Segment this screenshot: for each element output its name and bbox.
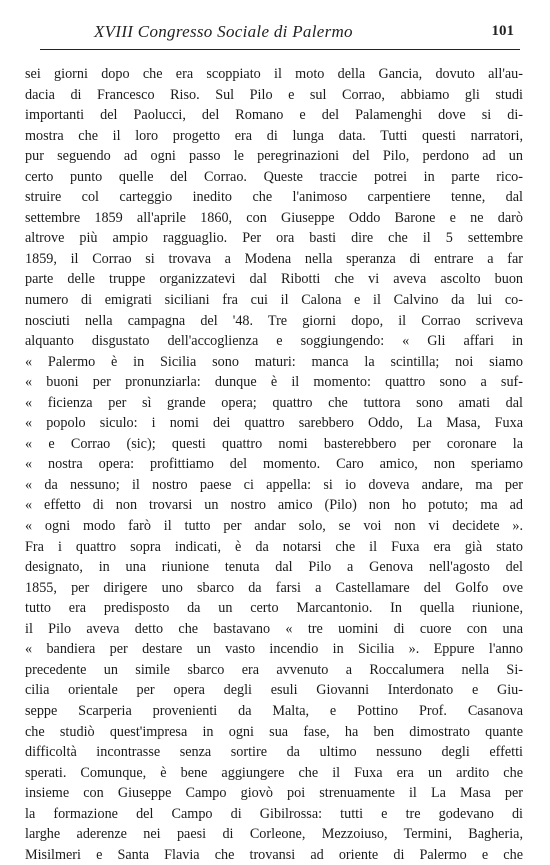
text-line: il Pilo aveva detto che bastavano « tre uomini di cuore con una (25, 620, 523, 637)
text-line: la formazione del Campo di Gibilrossa: tutti e tre godevano di (25, 805, 523, 822)
text-line: pur seguendo ad ogni passo le peregrinazioni del Pilo, perdono ad un (25, 148, 523, 165)
text-line: altrove più ampio ragguaglio. Per ora basti dire che il 5 settembre (25, 230, 523, 247)
text-line: Misilmeri e Santa Flavia che trovansi ad oriente di Palermo e che (25, 846, 523, 863)
text-line: numero di emigrati siciliani fra cui il Calona e il Calvino da lui co- (25, 292, 523, 309)
text-line: « nostra opera: profittiamo del momento. Caro amico, non speriamo (25, 456, 523, 473)
text-line: « ogni modo farò il tutto per andar solo, se voi non vi decidete ». (25, 518, 523, 535)
text-line: dacia di Francesco Riso. Sul Pilo e sul Corrao, abbiamo gli studi (25, 86, 523, 103)
text-line: struire col carteggio inedito che l'animoso carpentiere tenne, dal (25, 189, 523, 206)
text-line: 1855, per dirigere uno sbarco da farsi a Castellamare del Golfo ove (25, 579, 523, 596)
text-line: parte delle truppe organizzatevi dal Ribotti che vi aveva ascolto buon (25, 271, 523, 288)
text-line: larghe aderenze nei paesi di Corleone, Mezzoiuso, Termini, Bagheria, (25, 826, 523, 843)
text-line: mostra che il loro progetto era di lunga data. Tutti questi narratori, (25, 127, 523, 144)
text-line: Fra i quattro sopra indicati, è da notarsi che il Fuxa era già stato (25, 538, 523, 555)
running-head: XVIII Congresso Sociale di Palermo (94, 22, 353, 41)
page-header (40, 22, 520, 52)
text-line: « buoni per pronunziarla: dunque è il momento: quattro sono a suf- (25, 374, 523, 391)
text-line: sei giorni dopo che era scoppiato il moto della Gancia, dovuto all'au- (25, 66, 523, 82)
text-line: nosciuti nella campagna del '48. Tre giorni dopo, il Corrao scriveva (25, 312, 523, 329)
text-line: « bandiera per destare un vasto incendio in Sicilia ». Eppure l'anno (25, 641, 523, 658)
text-line: « Palermo è in Sicilia sono maturi: manca la scintilla; noi siamo (25, 353, 523, 370)
text-line: alquanto disgustato dell'accoglienza e soggiungendo: « Gli affari in (25, 333, 523, 350)
text-line: difficoltà incontrasse senza sortire da ultimo nessuno degli effetti (25, 744, 523, 761)
text-line: « e Corrao (sic); questi quattro nomi basterebbero per coronare la (25, 435, 523, 452)
text-line: cilia orientale per opera degli esuli Giovanni Interdonato e Giu- (25, 682, 523, 699)
text-line: precedente un simile sbarco era avvenuto a Roccalumera nella Si- (25, 661, 523, 678)
text-line: designato, in una riunione tenuta dal Pilo a Genova nell'agosto del (25, 559, 523, 576)
page-number: 101 (491, 23, 514, 39)
text-line: importanti del Paolucci, del Romano e del Palamenghi dove si di- (25, 107, 523, 124)
text-line: settembre 1859 all'aprile 1860, con Giuseppe Oddo Barone e ne darò (25, 209, 523, 226)
text-line: « da nessuno; il nostro paese ci appella: si io doveva andare, ma per (25, 476, 523, 493)
text-line: « popolo siculo: i nomi dei quattro sarebbero Oddo, La Masa, Fuxa (25, 415, 523, 432)
text-line: seppe Scarperia provenienti da Malta, e Pottino Prof. Casanova (25, 702, 523, 719)
text-line: 1859, il Corrao si trovava a Modena nella speranza di entrare a far (25, 250, 523, 267)
header-rule (40, 49, 520, 50)
text-line: certo punto quelle del Corrao. Queste traccie potrei in parte rico- (25, 168, 523, 185)
body-text (25, 64, 523, 865)
text-line: « effetto di non trovarsi un nostro amico (Pilo) non ho potuto; ma ad (25, 497, 523, 514)
text-line: « ficienza per sì grande opera; quattro che tuttora sono amati dal (25, 394, 523, 411)
text-line: sperati. Comunque, è bene aggiungere che il Fuxa era un ardito che (25, 764, 523, 781)
text-line: insieme con Giuseppe Campo giovò poi strenuamente il La Masa per (25, 785, 523, 802)
text-line: tutto era predisposto da un certo Marcantonio. In quella riunione, (25, 600, 523, 617)
text-line: che studiò quest'impresa in ogni sua fase, ha ben dimostrato quante (25, 723, 523, 740)
